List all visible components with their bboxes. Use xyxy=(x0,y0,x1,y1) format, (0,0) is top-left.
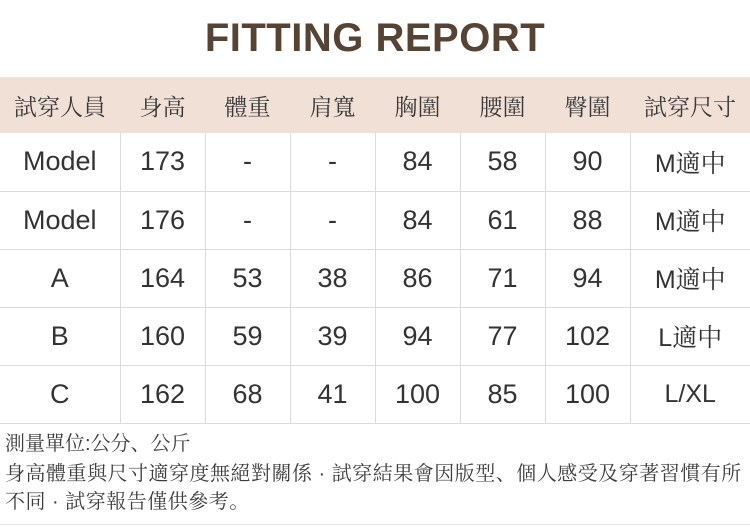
cell-tester: B xyxy=(0,307,120,365)
cell-chest: 94 xyxy=(375,307,460,365)
cell-chest: 100 xyxy=(375,365,460,423)
cell-chest: 86 xyxy=(375,249,460,307)
cell-weight: 53 xyxy=(205,249,290,307)
cell-hip: 94 xyxy=(545,249,630,307)
cell-height: 162 xyxy=(120,365,205,423)
cell-size: M適中 xyxy=(630,249,750,307)
cell-shoulder: 41 xyxy=(290,365,375,423)
cell-height: 164 xyxy=(120,249,205,307)
cell-waist: 61 xyxy=(460,191,545,249)
cell-height: 173 xyxy=(120,133,205,191)
cell-weight: - xyxy=(205,133,290,191)
fitting-disclaimer: 身高體重與尺寸適穿度無絕對關係 · 試穿結果會因版型、個人感受及穿著習慣有所不同 · 試穿報告僅供參考。 xyxy=(5,462,742,513)
table-header-row xyxy=(0,77,750,133)
cell-tester: C xyxy=(0,365,120,423)
cell-chest: 84 xyxy=(375,191,460,249)
cell-height: 176 xyxy=(120,191,205,249)
cell-tester: A xyxy=(0,249,120,307)
cell-size: M適中 xyxy=(630,191,750,249)
header-cell-hip: 臀圍 xyxy=(545,77,630,133)
cell-size: L適中 xyxy=(630,307,750,365)
header-cell-weight: 體重 xyxy=(205,77,290,133)
cell-shoulder: - xyxy=(290,133,375,191)
cell-waist: 85 xyxy=(460,365,545,423)
table-row xyxy=(0,249,750,307)
cell-shoulder: 38 xyxy=(290,249,375,307)
fitting-report-table xyxy=(0,77,750,424)
measurement-unit-note: 測量單位:公分、公斤 xyxy=(5,432,191,455)
cell-size: M適中 xyxy=(630,133,750,191)
cell-height: 160 xyxy=(120,307,205,365)
table-row xyxy=(0,307,750,365)
cell-tester: Model xyxy=(0,191,120,249)
title-bar xyxy=(0,0,750,77)
cell-chest: 84 xyxy=(375,133,460,191)
table-row xyxy=(0,191,750,249)
cell-waist: 58 xyxy=(460,133,545,191)
cell-weight: 68 xyxy=(205,365,290,423)
table-row xyxy=(0,133,750,191)
header-cell-height: 身高 xyxy=(120,77,205,133)
cell-shoulder: - xyxy=(290,191,375,249)
cell-shoulder: 39 xyxy=(290,307,375,365)
cell-hip: 88 xyxy=(545,191,630,249)
header-cell-size: 試穿尺寸 xyxy=(630,77,750,133)
header-cell-waist: 腰圍 xyxy=(460,77,545,133)
cell-hip: 100 xyxy=(545,365,630,423)
table-row xyxy=(0,365,750,423)
footer-notes xyxy=(0,424,750,525)
cell-weight: - xyxy=(205,191,290,249)
header-cell-tester: 試穿人員 xyxy=(0,77,120,133)
cell-hip: 90 xyxy=(545,133,630,191)
page-title: FITTING REPORT xyxy=(204,16,546,60)
header-cell-shoulder: 肩寬 xyxy=(290,77,375,133)
cell-weight: 59 xyxy=(205,307,290,365)
cell-size: L/XL xyxy=(630,365,750,423)
header-cell-chest: 胸圍 xyxy=(375,77,460,133)
cell-hip: 102 xyxy=(545,307,630,365)
cell-waist: 71 xyxy=(460,249,545,307)
cell-tester: Model xyxy=(0,133,120,191)
cell-waist: 77 xyxy=(460,307,545,365)
